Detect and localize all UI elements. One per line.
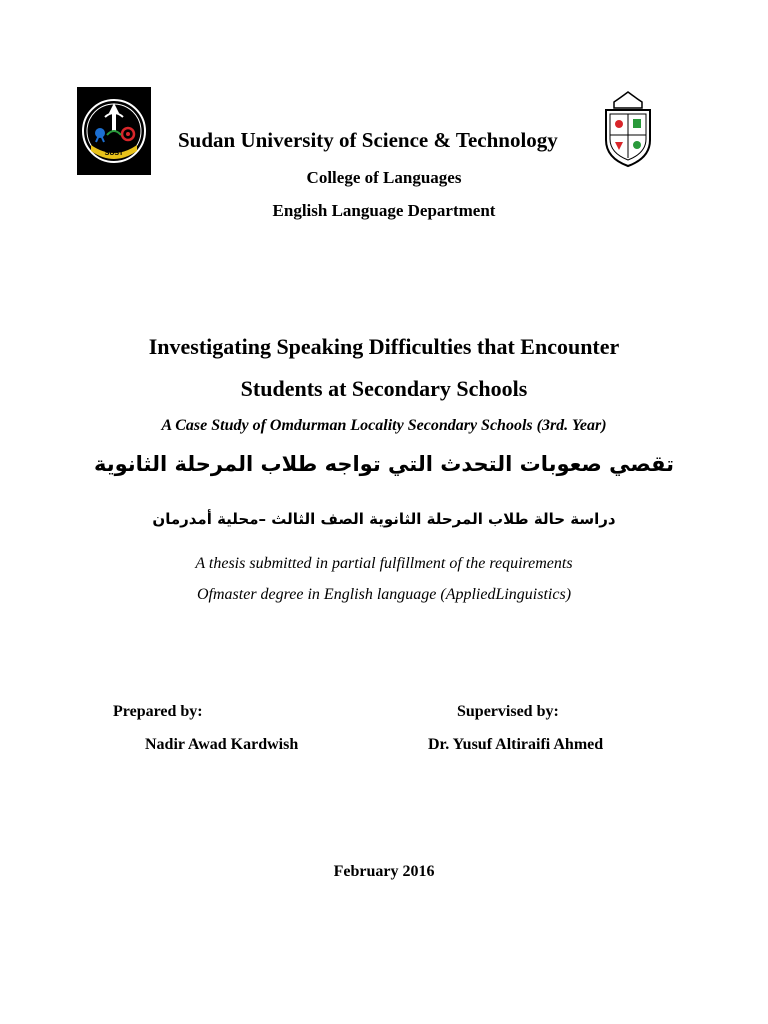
thesis-statement-line-2: Ofmaster degree in English language (AppliedLinguistics) bbox=[196, 586, 572, 603]
department-name: English Language Department bbox=[272, 201, 496, 220]
submission-date: February 2016 bbox=[333, 863, 435, 880]
thesis-title-line-1: Investigating Speaking Difficulties that Encounter bbox=[148, 334, 620, 359]
prepared-by-label: Prepared by: bbox=[113, 703, 203, 720]
thesis-subtitle: A Case Study of Omdurman Locality Secondary Schools (3rd. Year) bbox=[161, 417, 607, 434]
svg-text:SUST: SUST bbox=[104, 150, 124, 157]
arabic-title: تقصي صعوبات التحدث التي تواجه طلاب المرحلة الثانوية bbox=[93, 452, 675, 476]
crest-icon bbox=[600, 90, 656, 168]
sust-emblem-icon bbox=[77, 87, 151, 175]
sust-logo bbox=[77, 87, 151, 175]
thesis-title-line-2: Students at Secondary Schools bbox=[240, 376, 528, 401]
supervisor-name: Dr. Yusuf Altiraifi Ahmed bbox=[428, 736, 604, 753]
university-name: Sudan University of Science & Technology bbox=[178, 128, 558, 152]
university-crest-logo bbox=[600, 90, 656, 168]
college-name: College of Languages bbox=[306, 168, 462, 187]
supervised-by-label: Supervised by: bbox=[457, 703, 559, 720]
author-name: Nadir Awad Kardwish bbox=[145, 736, 299, 753]
thesis-statement-line-1: A thesis submitted in partial fulfillment of the requirements bbox=[195, 555, 573, 572]
arabic-subtitle: دراسة حالة طلاب المرحلة الثانوية الصف الثالث –محلية أمدرمان bbox=[152, 510, 616, 528]
